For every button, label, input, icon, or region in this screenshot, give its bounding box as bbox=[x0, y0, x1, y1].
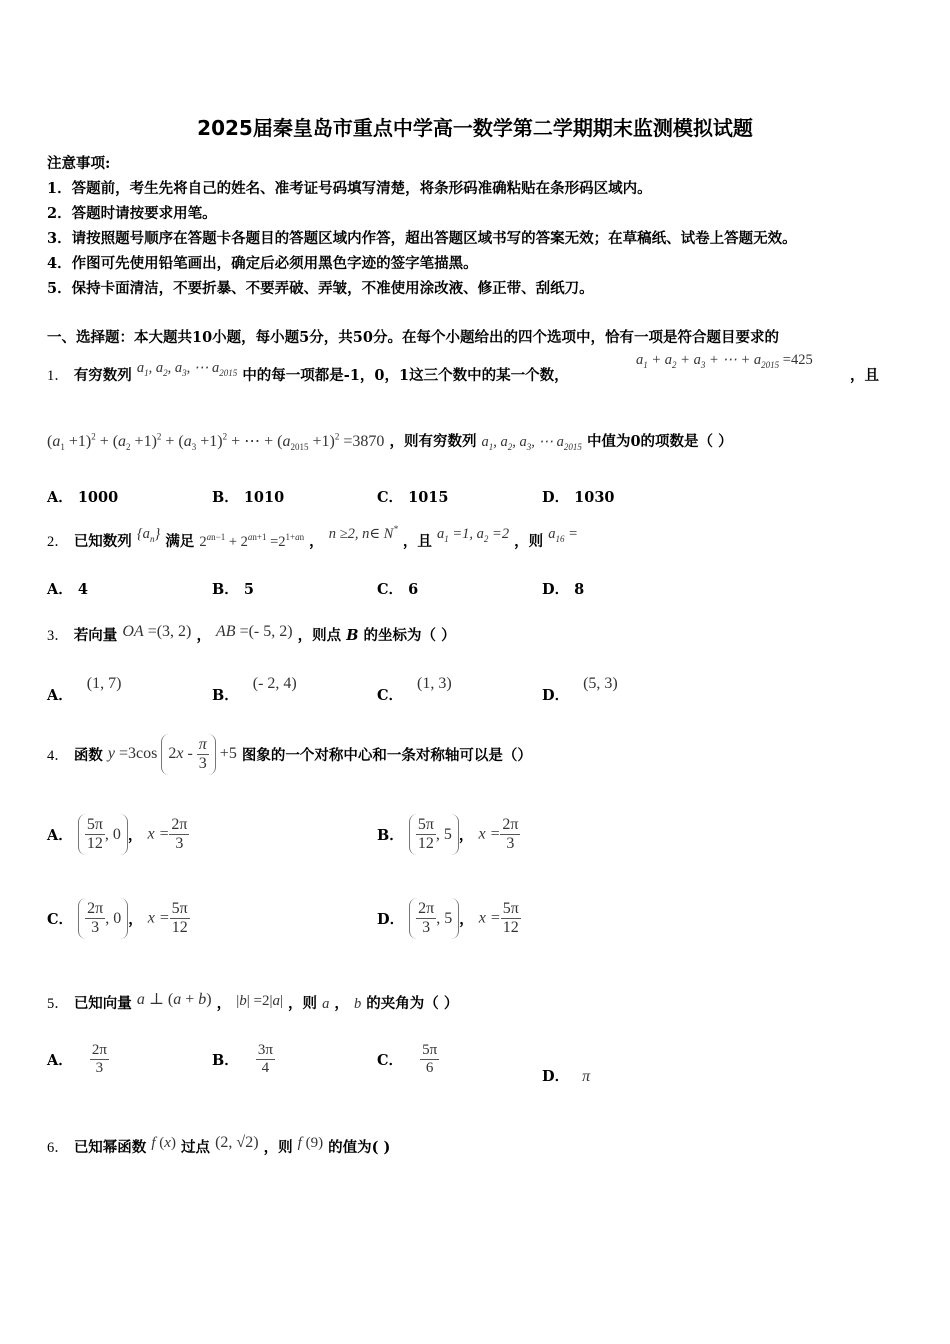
formula: a bbox=[322, 996, 330, 1012]
question-text: ，则点 bbox=[297, 627, 342, 644]
question-text: 中值为0的项数是（ ） bbox=[586, 433, 733, 450]
formula: $a_{16}$ = bbox=[548, 526, 578, 544]
option-a: A． $\frac{2\pi}{3}$ bbox=[47, 1042, 107, 1076]
formula: |b| =2|a| bbox=[236, 993, 283, 1009]
question-text: 的值为( ) bbox=[328, 1139, 391, 1156]
question-text: ， bbox=[196, 627, 211, 644]
question-4-line bbox=[47, 734, 532, 775]
notice-item: 1．答题前，考生先将自己的姓名、准考证号码填写清楚，将条形码准确粘贴在条形码区域内。 bbox=[47, 180, 652, 197]
question-1-line-2 bbox=[47, 430, 733, 452]
point-label: B bbox=[346, 627, 359, 644]
question-text: 已知数列 bbox=[73, 533, 132, 550]
question-text: 若向量 bbox=[73, 627, 118, 644]
formula: $(a_1 +1)^2 + (a_2 +1)^2 + (a_3 +1)^2$ + ⋯ + $(a_{2015} +1)^2 =3870$ bbox=[47, 431, 385, 453]
question-text: 有穷数列 bbox=[73, 367, 132, 384]
question-text: ，则 bbox=[514, 533, 544, 550]
formula: OA =(3, 2) bbox=[122, 623, 192, 640]
option-a: A． 1000 bbox=[47, 489, 119, 506]
question-5-line bbox=[47, 992, 458, 1013]
question-text: 满足 bbox=[165, 533, 195, 550]
question-1-line-1 bbox=[47, 360, 569, 386]
option-c: C．(1, 3) bbox=[377, 675, 452, 704]
notice-heading: 注意事项: bbox=[47, 155, 111, 172]
option-b: B． 5 bbox=[212, 581, 254, 598]
question-6-line bbox=[47, 1136, 390, 1157]
question-text: ，且 bbox=[402, 533, 432, 550]
formula: $2^{an-1} + 2^{an+1} =2^{1+an}$ bbox=[199, 532, 305, 550]
option-d: D． 8 bbox=[542, 581, 585, 598]
notice-item: 5．保持卡面清洁，不要折暴、不要弄破、弄皱，不准使用涂改液、修正带、刮纸刀。 bbox=[47, 280, 594, 297]
question-text: 过点 bbox=[181, 1139, 211, 1156]
option-a: A． $\frac{5\pi}{12}$ , 0 ， x = $\frac{2\pi}{3}$ bbox=[47, 814, 189, 855]
formula: $\{a_n\}$ bbox=[136, 526, 161, 544]
formula: f (x) bbox=[151, 1135, 176, 1151]
formula: $a_1 =1$, $a_2 =2$ bbox=[436, 526, 510, 544]
formula: f (9) bbox=[297, 1135, 324, 1151]
formula: (2, √2) bbox=[215, 1134, 259, 1151]
option-b: B． $\frac{5\pi}{12}$ , 5 ， x = $\frac{2\pi}{3}$ bbox=[377, 814, 520, 855]
question-2-line bbox=[47, 524, 578, 552]
question-text: ， bbox=[334, 995, 349, 1012]
question-text: 中的每一项都是-1，0，1这三个数中的某一个数， bbox=[242, 367, 569, 384]
question-number: 3． bbox=[47, 628, 69, 644]
question-text: ， bbox=[216, 995, 232, 1012]
formula: AB =(- 5, 2) bbox=[216, 623, 293, 640]
option-d: D． $\frac{2\pi}{3}$ , 5 ， x = $\frac{5\pi}{12}$ bbox=[377, 898, 521, 939]
question-text: 图象的一个对称中心和一条对称轴可以是（） bbox=[241, 747, 532, 764]
option-b: B． $\frac{3\pi}{4}$ bbox=[212, 1042, 273, 1076]
formula: y =3cos 2x - $\frac{\pi}{3}$ +5 bbox=[108, 745, 237, 762]
section-heading: 一、选择题：本大题共10小题，每小题5分，共50分。在每个小题给出的四个选项中，恰有一项是符合题目要求的 bbox=[47, 329, 779, 346]
option-c: C． $\frac{2\pi}{3}$ , 0 ， x = $\frac{5\pi}{12}$ bbox=[47, 898, 190, 939]
question-text: 已知幂函数 bbox=[73, 1139, 147, 1156]
option-d: D． 1030 bbox=[542, 489, 615, 506]
question-number: 2． bbox=[47, 534, 69, 550]
notice-item: 2．答题时请按要求用笔。 bbox=[47, 205, 217, 222]
question-number: 6． bbox=[47, 1140, 69, 1156]
option-c: C． 1015 bbox=[377, 489, 449, 506]
question-text: ，则 bbox=[288, 995, 318, 1012]
formula: n ≥2, n∈ N* bbox=[328, 524, 398, 542]
option-d: D． π bbox=[542, 1068, 591, 1085]
question-text: 已知向量 bbox=[73, 995, 132, 1012]
formula: $a_1 + a_2 + a_3$ + ⋯ + $a_{2015} =425$ bbox=[636, 352, 813, 370]
question-text: 函数 bbox=[73, 747, 103, 764]
question-number: 1． bbox=[47, 368, 69, 384]
option-a: A． 4 bbox=[47, 581, 88, 598]
notice-item: 3．请按照题号顺序在答题卡各题目的答题区域内作答，超出答题区域书写的答案无效；在草稿纸、试卷上答题无效。 bbox=[47, 230, 797, 247]
question-3-line bbox=[47, 624, 456, 645]
page-title: 2025届秦皇岛市重点中学高一数学第二学期期末监测模拟试题 bbox=[197, 116, 753, 140]
formula: b bbox=[353, 996, 362, 1012]
option-c: C． $\frac{5\pi}{6}$ bbox=[377, 1042, 438, 1076]
formula: $a_1$, $a_2$, $a_3$, ⋯ $a_{2015}$ bbox=[481, 434, 582, 452]
option-c: C． 6 bbox=[377, 581, 419, 598]
option-a: A．(1, 7) bbox=[47, 675, 122, 704]
question-text: 的夹角为（ ） bbox=[366, 995, 459, 1012]
notice-item: 4．作图可先使用铅笔画出，确定后必须用黑色字迹的签字笔描黑。 bbox=[47, 255, 478, 272]
question-text: ，则有穷数列 bbox=[389, 433, 477, 450]
option-d: D．(5, 3) bbox=[542, 675, 618, 704]
option-b: B． 1010 bbox=[212, 489, 285, 506]
question-text: ，则 bbox=[263, 1139, 293, 1156]
formula: a ⊥ (a + b) bbox=[136, 991, 212, 1008]
question-text: ，且 bbox=[850, 367, 879, 384]
question-number: 5． bbox=[47, 996, 69, 1012]
question-text: 的坐标为（ ） bbox=[363, 627, 456, 644]
formula: $a_1$, $a_2$, $a_3$, ⋯ $a_{2015}$ bbox=[136, 360, 238, 378]
question-number: 4． bbox=[47, 748, 69, 764]
option-b: B．(- 2, 4) bbox=[212, 675, 297, 704]
question-text: ， bbox=[309, 533, 324, 550]
